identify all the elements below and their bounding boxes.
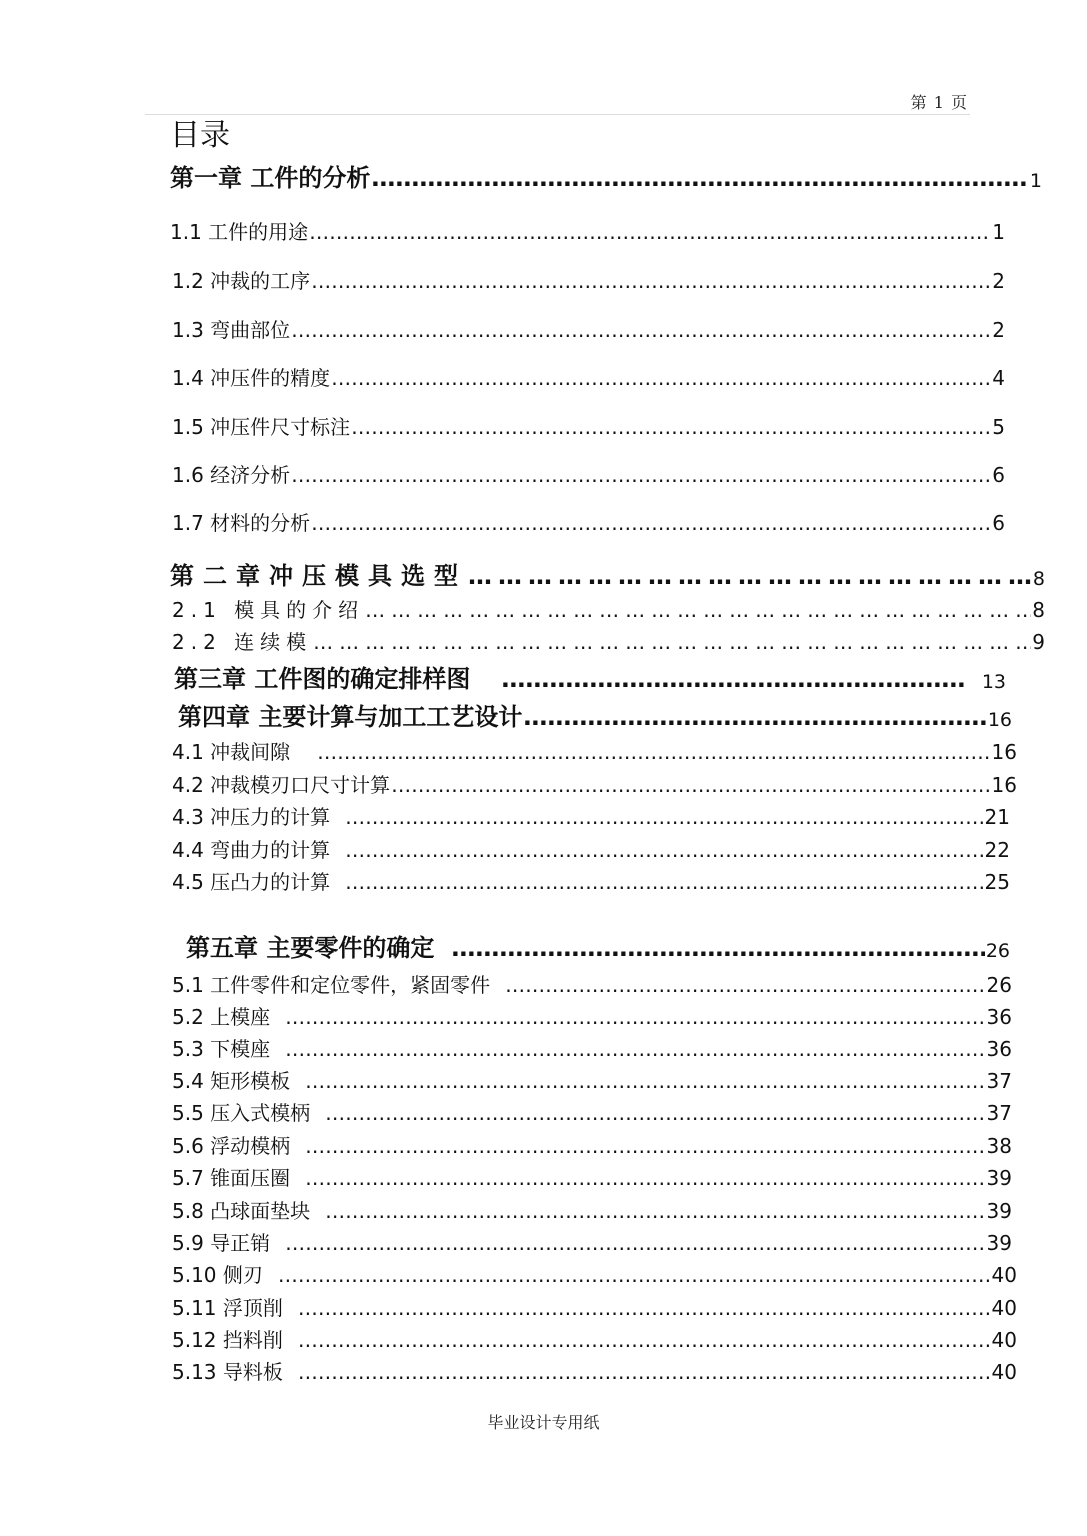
toc-entry-label: 4.3 冲压力的计算: [172, 805, 331, 829]
toc-entry-label: 5.1 工件零件和定位零件，紧固零件: [172, 973, 491, 997]
toc-entry-page: 36: [986, 1005, 1012, 1029]
toc-leader-dots: [291, 318, 991, 342]
toc-entry-section[interactable]: [172, 1166, 1012, 1190]
toc-entry-section[interactable]: [170, 220, 1005, 244]
toc-entry-label: 4.2 冲裁模刃口尺寸计算: [172, 773, 391, 797]
toc-entry-page: 26: [986, 973, 1012, 997]
toc-entry-section[interactable]: [172, 1134, 1012, 1158]
toc-entry-label: 4.5 压凸力的计算: [172, 870, 331, 894]
page-header: [145, 88, 970, 115]
toc-entry-label: 第五章 主要零件的确定: [186, 934, 435, 962]
toc-entry-page: 22: [984, 838, 1010, 862]
toc-entry-label: 4.1 冲裁间隙: [172, 740, 291, 764]
toc-leader-dots: [285, 1037, 985, 1061]
toc-entry-label: 1.7 材料的分析: [172, 511, 311, 535]
toc-entry-page: 40: [991, 1263, 1017, 1287]
toc-entry-section[interactable]: [172, 805, 1010, 829]
toc-entry-page: 40: [991, 1296, 1017, 1320]
toc-leader-dots: [345, 870, 983, 894]
toc-entry-label: 5.13 导料板: [172, 1360, 283, 1384]
toc-entry-label: 5.3 下模座: [172, 1037, 271, 1061]
toc-entry-page: 4: [992, 366, 1005, 390]
toc-entry-label: 1.3 弯曲部位: [172, 318, 291, 342]
toc-entry-label: 1.4 冲压件的精度: [172, 366, 331, 390]
toc-entry-section[interactable]: [172, 630, 1045, 654]
toc-entry-page: 39: [986, 1199, 1012, 1223]
toc-entry-section[interactable]: [172, 1037, 1012, 1061]
toc-entry-label: 5.4 矩形模板: [172, 1069, 291, 1093]
toc-entry-section[interactable]: [172, 1101, 1012, 1125]
toc-entry-label: 1.2 冲裁的工序: [172, 269, 311, 293]
toc-entry-section[interactable]: [172, 415, 1005, 439]
toc-entry-page: 37: [986, 1069, 1012, 1093]
toc-leader-dots: [298, 1296, 991, 1320]
toc-entry-page: 6: [992, 463, 1005, 487]
toc-entry-section[interactable]: [172, 773, 1017, 797]
toc-entry-page: 26: [985, 940, 1010, 962]
toc-entry-section[interactable]: [172, 318, 1005, 342]
toc-leader-dots: [309, 220, 991, 244]
toc-entry-label: 第三章 工件图的确定排样图: [174, 665, 471, 693]
toc-entry-page: 8: [1032, 568, 1045, 590]
toc-entry-page: 1: [992, 220, 1005, 244]
toc-entry-page: 5: [992, 415, 1005, 439]
toc-leader-dots: [285, 1005, 985, 1029]
toc-entry-section[interactable]: [172, 1263, 1017, 1287]
toc-entry-page: 40: [991, 1328, 1017, 1352]
toc-leader-dots: [313, 630, 1031, 654]
toc-entry-page: 38: [986, 1134, 1012, 1158]
toc-leader-dots: [291, 463, 991, 487]
toc-entry-page: 39: [986, 1231, 1012, 1255]
toc-entry-label: 5.6 浮动模柄: [172, 1134, 291, 1158]
toc-leader-dots: [285, 1231, 985, 1255]
toc-entry-label: 第四章 主要计算与加工工艺设计: [178, 703, 523, 731]
toc-entry-chapter-1[interactable]: [170, 164, 1042, 193]
toc-leader-dots: [325, 1101, 985, 1125]
toc-entry-page: 8: [1032, 598, 1045, 622]
toc-leader-dots: [345, 838, 983, 862]
toc-leader-dots: [523, 703, 986, 732]
toc-leader-dots: [331, 366, 991, 390]
toc-entry-page: 36: [986, 1037, 1012, 1061]
toc-leader-dots: [451, 934, 984, 963]
toc-leader-dots: [351, 415, 991, 439]
toc-leader-dots: [468, 562, 1032, 591]
toc-entry-label: 5.11 浮顶削: [172, 1296, 283, 1320]
toc-entry-page: 6: [992, 511, 1005, 535]
toc-leader-dots: [391, 773, 990, 797]
toc-leader-dots: [345, 805, 983, 829]
toc-entry-section[interactable]: [172, 838, 1010, 862]
toc-entry-section[interactable]: [172, 1328, 1017, 1352]
toc-entry-page: 16: [991, 740, 1017, 764]
toc-leader-dots: [305, 1069, 985, 1093]
toc-entry-label: 5.10 侧刃: [172, 1263, 263, 1287]
toc-entry-page: 16: [987, 709, 1012, 731]
toc-entry-section[interactable]: [172, 870, 1010, 894]
toc-entry-page: 39: [986, 1166, 1012, 1190]
toc-entry-label: 2.2 连续模: [172, 630, 313, 654]
toc-leader-dots: [325, 1199, 985, 1223]
toc-entry-page: 16: [991, 773, 1017, 797]
toc-entry-section[interactable]: [172, 1231, 1012, 1255]
toc-entry-page: 37: [986, 1101, 1012, 1125]
toc-entry-label: 5.2 上模座: [172, 1005, 271, 1029]
toc-leader-dots: [305, 1166, 985, 1190]
toc-entry-label: 1.6 经济分析: [172, 463, 291, 487]
toc-entry-section[interactable]: [172, 740, 1017, 764]
toc-entry-label: 5.7 锥面压圈: [172, 1166, 291, 1190]
toc-entry-label: 1.1 工件的用途: [170, 220, 309, 244]
toc-entry-section[interactable]: [172, 269, 1005, 293]
toc-leader-dots: [501, 665, 965, 694]
document-title: 目录: [170, 118, 230, 153]
toc-leader-dots: [311, 269, 991, 293]
toc-entry-chapter-2[interactable]: [170, 562, 1045, 591]
toc-entry-section[interactable]: [172, 1069, 1012, 1093]
toc-leader-dots: [317, 740, 990, 764]
toc-entry-section[interactable]: [172, 1296, 1017, 1320]
toc-entry-section[interactable]: [172, 1005, 1012, 1029]
toc-entry-section[interactable]: [172, 1360, 1017, 1384]
toc-entry-page: 2: [992, 269, 1005, 293]
toc-entry-section[interactable]: [172, 366, 1005, 390]
toc-entry-section[interactable]: [172, 973, 1012, 997]
toc-entry-page: 9: [1032, 630, 1045, 654]
toc-entry-label: 5.5 压入式模柄: [172, 1101, 311, 1125]
toc-leader-dots: [298, 1360, 991, 1384]
toc-entry-label: 5.12 挡料削: [172, 1328, 283, 1352]
toc-entry-page: 2: [992, 318, 1005, 342]
toc-entry-label: 第二章冲压模具选型: [170, 562, 467, 590]
toc-entry-label: 4.4 弯曲力的计算: [172, 838, 331, 862]
toc-entry-section[interactable]: [172, 598, 1045, 622]
toc-entry-section[interactable]: [172, 463, 1005, 487]
toc-leader-dots: [365, 598, 1031, 622]
toc-entry-chapter-4[interactable]: [178, 703, 1012, 732]
toc-entry-label: 5.9 导正销: [172, 1231, 271, 1255]
toc-leader-dots: [505, 973, 985, 997]
toc-leader-dots: [278, 1263, 991, 1287]
toc-entry-label: 5.8 凸球面垫块: [172, 1199, 311, 1223]
toc-entry-section[interactable]: [172, 511, 1005, 535]
toc-entry-label: 1.5 冲压件尺寸标注: [172, 415, 351, 439]
toc-entry-page: 1: [1029, 170, 1042, 192]
toc-leader-dots: [311, 511, 991, 535]
toc-entry-section[interactable]: [172, 1199, 1012, 1223]
toc-entry-chapter-3[interactable]: [174, 665, 1006, 694]
toc-entry-page: 40: [991, 1360, 1017, 1384]
toc-leader-dots: [305, 1134, 985, 1158]
page-footer: 毕业设计专用纸: [487, 1413, 600, 1432]
toc-leader-dots: [371, 164, 1029, 193]
toc-leader-dots: [298, 1328, 991, 1352]
toc-entry-label: 第一章 工件的分析: [170, 164, 371, 192]
toc-entry-page: 21: [984, 805, 1010, 829]
toc-entry-page: 13: [981, 671, 1006, 693]
toc-entry-chapter-5[interactable]: [186, 934, 1010, 963]
toc-entry-page: 25: [984, 870, 1010, 894]
page-number: 第 1 页: [910, 93, 968, 112]
toc-entry-label: 2.1 模具的介绍: [172, 598, 365, 622]
